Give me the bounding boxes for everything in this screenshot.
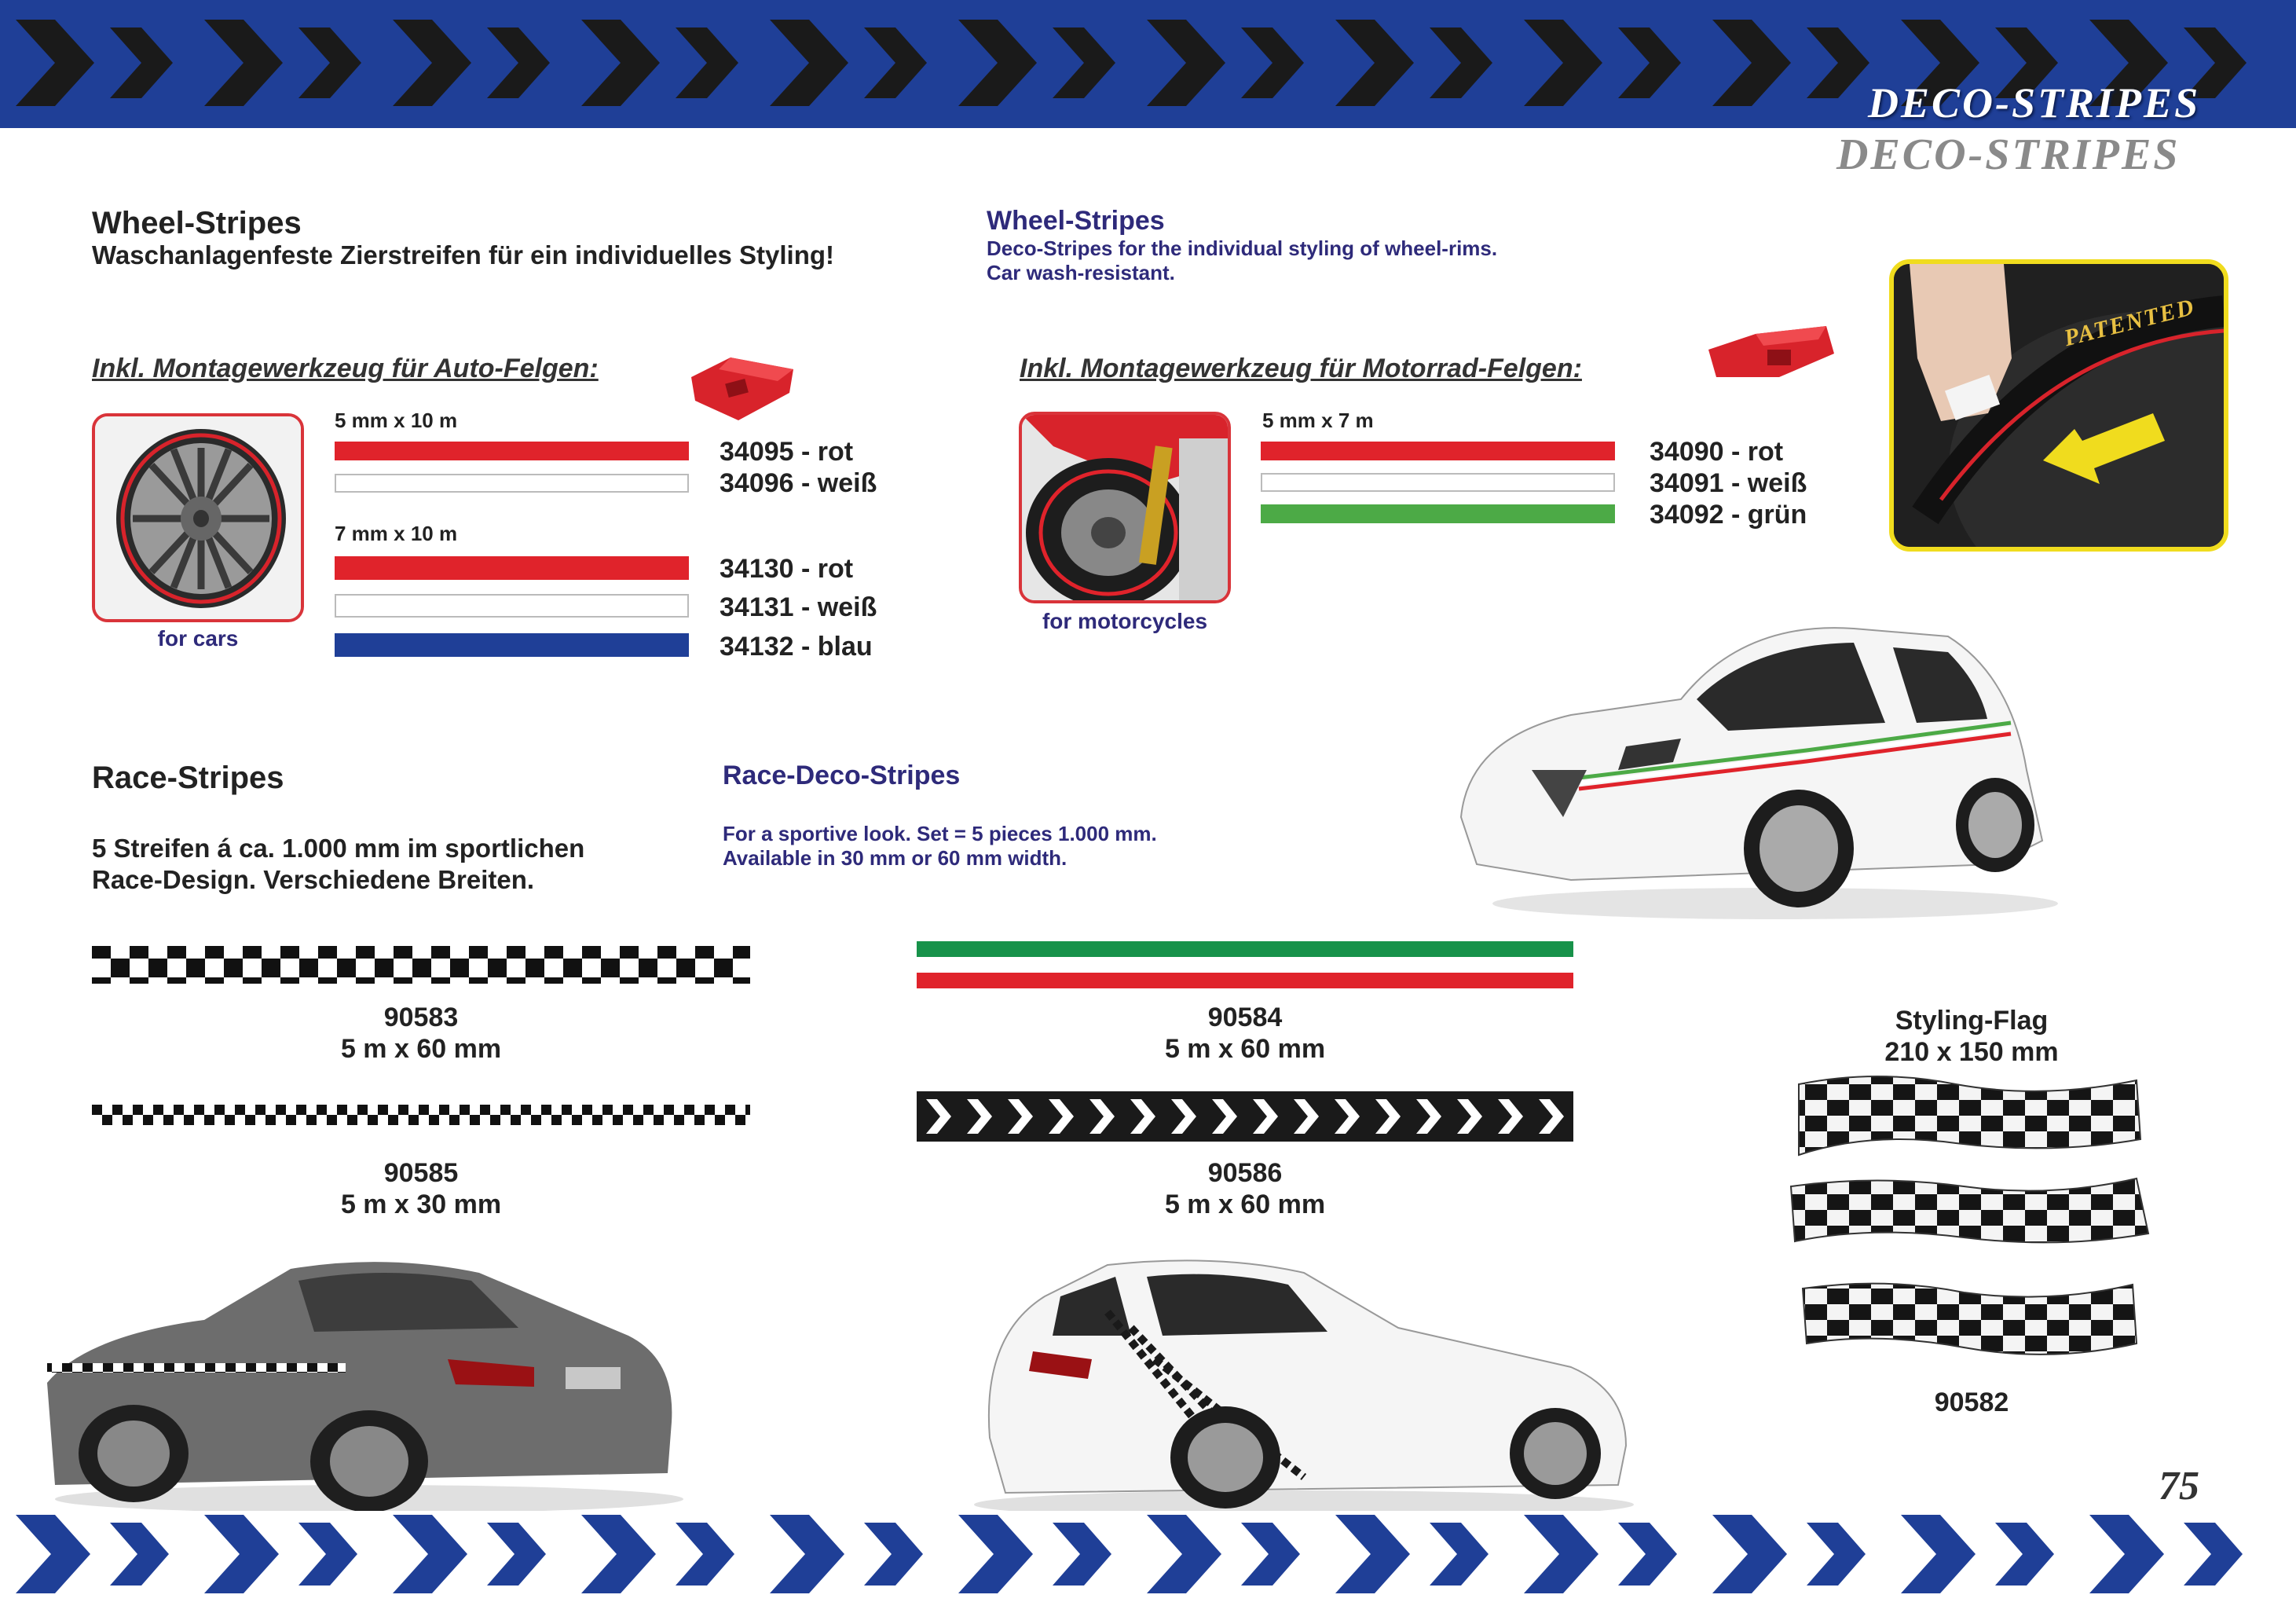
footer-band (0, 1511, 2296, 1597)
moto-tool-label: Inkl. Montagewerkzeug für Motorrad-Felgen: (1020, 354, 1582, 383)
stripe-red-7mm (335, 556, 689, 580)
styling-flag-size: 210 x 150 mm (1884, 1037, 2059, 1067)
moto-size-label: 5 mm x 7 m (1262, 409, 1374, 432)
race-stripes-desc-de-2: Race-Design. Verschiedene Breiten. (92, 865, 535, 894)
stripe-blue-7mm (335, 633, 689, 657)
product-90584-size: 5 m x 60 mm (1164, 1034, 1326, 1064)
wheel-stripes-subtitle-de: Waschanlagenfeste Zierstreifen für ein individuelles Styling! (92, 240, 834, 269)
size-7mm-label: 7 mm x 10 m (335, 522, 458, 545)
patented-photo (1889, 259, 2228, 552)
race-stripes-desc-en-1: For a sportive look. Set = 5 pieces 1.000 mm. (723, 822, 1157, 845)
size-5mm-label: 5 mm x 10 m (335, 409, 458, 432)
styling-flag-code: 90582 (1934, 1388, 2009, 1417)
stripe-white-5mm (335, 474, 689, 493)
styling-flags-image (1783, 1069, 2160, 1383)
wheel-stripes-heading-de: Wheel-Stripes (92, 206, 302, 240)
page-number: 75 (2159, 1464, 2199, 1509)
code-34130: 34130 - rot (720, 554, 854, 584)
code-34090: 34090 - rot (1650, 437, 1784, 467)
moto-mounting-tool-icon (1701, 314, 1842, 385)
product-90583-label (92, 1002, 750, 1065)
product-90585-size: 5 m x 30 mm (340, 1190, 502, 1219)
code-34132: 34132 - blau (720, 632, 873, 662)
moto-stripe-green (1261, 504, 1615, 523)
moto-stripe-white (1261, 473, 1615, 492)
race-stripes-desc-de-1: 5 Streifen á ca. 1.000 mm im sportlichen (92, 834, 585, 863)
motorcycle-wheel-photo (1019, 412, 1231, 603)
cars-tool-label: Inkl. Montagewerkzeug für Auto-Felgen: (92, 354, 599, 383)
styling-flag-title: Styling-Flag (1895, 1006, 2049, 1036)
product-90585-code: 90585 (383, 1158, 459, 1188)
race-stripes-heading-en: Race-Deco-Stripes (723, 761, 961, 790)
mounting-tool-icon (683, 346, 801, 424)
code-34131: 34131 - weiß (720, 592, 877, 622)
code-34096: 34096 - weiß (720, 468, 877, 498)
header-title: DECO-STRIPES (1868, 79, 2201, 126)
checkered-stripe-30mm (92, 1105, 750, 1128)
product-90586-code: 90586 (1207, 1158, 1283, 1188)
golf-car-image (958, 1241, 1650, 1524)
product-90586-size: 5 m x 60 mm (1164, 1190, 1326, 1219)
code-34091: 34091 - weiß (1650, 468, 1807, 498)
race-stripes-desc-en-2: Available in 30 mm or 60 mm width. (723, 846, 1067, 870)
footer-chevron-pattern (0, 1511, 2296, 1597)
product-90585-label (92, 1157, 750, 1220)
chevron-stripe (917, 1091, 1573, 1142)
italian-stripe-red (917, 973, 1573, 988)
alfa-car-image (1445, 581, 2074, 927)
italian-stripe-green (917, 941, 1573, 957)
patented-badge: PATENTED (2061, 293, 2198, 352)
product-90584-label (917, 1002, 1573, 1065)
stripe-red-5mm (335, 442, 689, 460)
stripe-white-7mm (335, 594, 689, 618)
bmw-car-image (31, 1249, 683, 1516)
wheel-stripes-heading-en: Wheel-Stripes (987, 206, 1165, 236)
header-title-shadow: DECO-STRIPES (1836, 130, 2181, 179)
checkered-stripe-60mm (92, 940, 750, 990)
product-90583-code: 90583 (383, 1003, 459, 1032)
product-90584-code: 90584 (1207, 1003, 1283, 1032)
italian-stripe-white (917, 959, 1573, 971)
moto-stripe-red (1261, 442, 1615, 460)
wheel-stripes-desc-en-2: Car wash-resistant. (987, 261, 1175, 284)
product-90583-size: 5 m x 60 mm (340, 1034, 502, 1064)
code-34092: 34092 - grün (1650, 500, 1807, 530)
car-wheel-photo (92, 413, 304, 622)
styling-flag-label (1791, 1005, 2152, 1068)
race-stripes-heading-de: Race-Stripes (92, 761, 284, 795)
product-90586-label (917, 1157, 1573, 1220)
code-34095: 34095 - rot (720, 437, 854, 467)
wheel-stripes-desc-en-1: Deco-Stripes for the individual styling of wheel-rims. (987, 236, 1498, 260)
for-motorcycles-caption: for motorcycles (1042, 609, 1208, 633)
for-cars-caption: for cars (157, 626, 239, 651)
